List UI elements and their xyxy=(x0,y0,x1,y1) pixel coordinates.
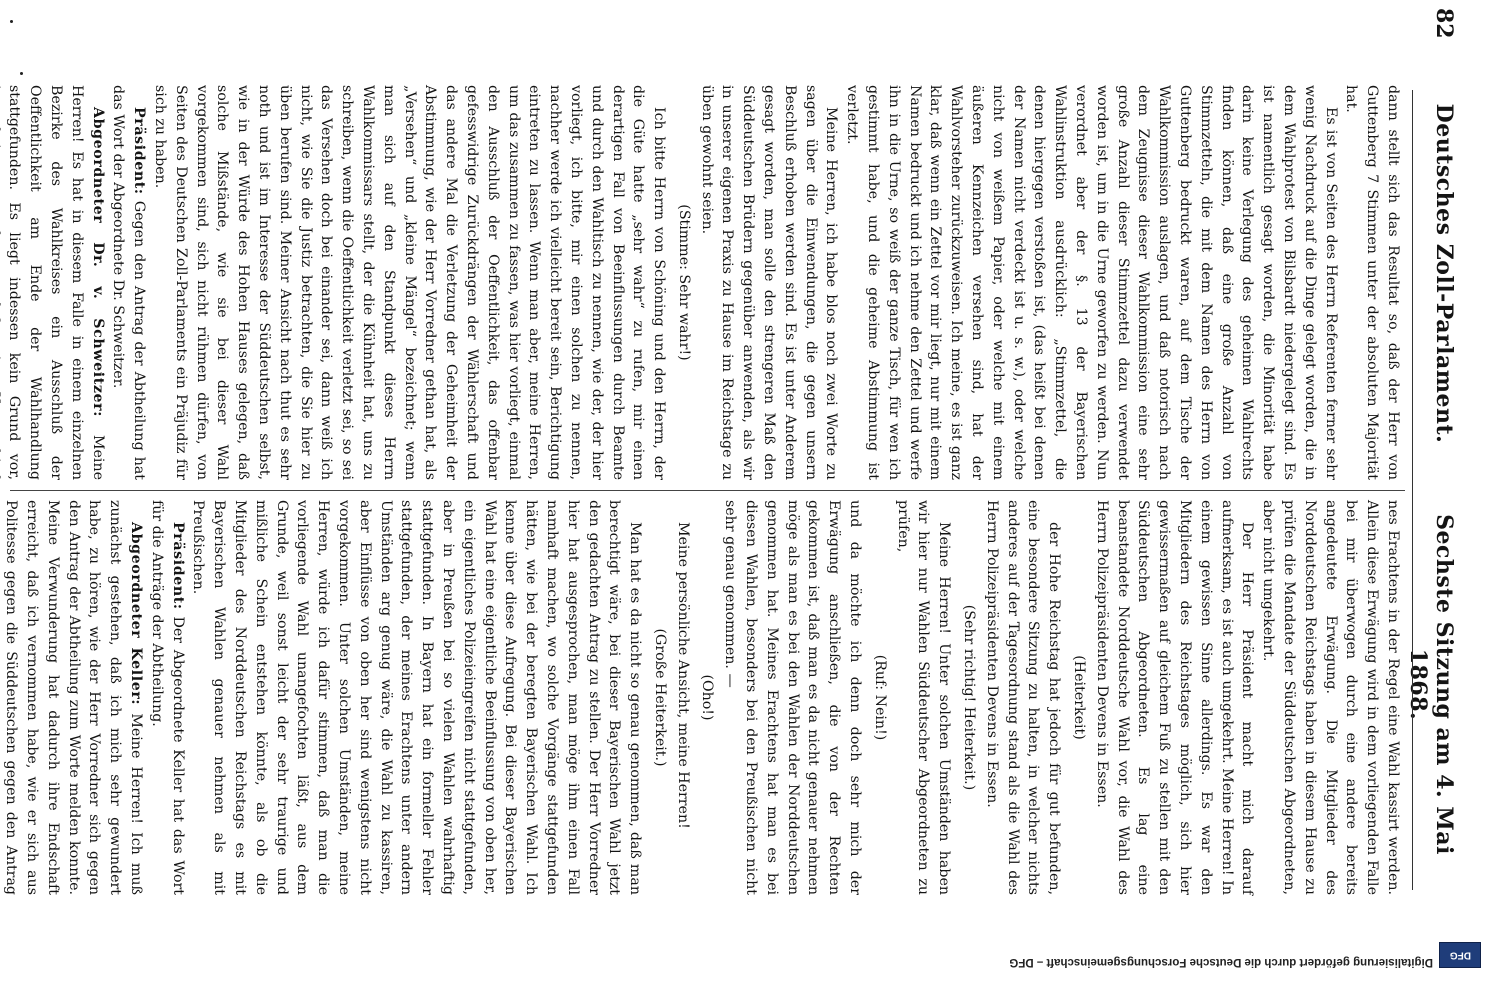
paragraph xyxy=(1257,500,1403,895)
interjection-text: (Stimme: Sehr wahr!) xyxy=(675,204,692,361)
scan-speck xyxy=(10,20,13,23)
paragraph xyxy=(720,500,866,895)
paragraph xyxy=(146,500,188,895)
speaker-name: Abgeordneter Dr. v. Schweitzer: xyxy=(89,107,106,418)
speaker-name: Präsident: xyxy=(131,107,148,195)
header-rule xyxy=(1412,90,1413,890)
paragraph-text: Meine Herren! Ich muß zunächst gestehen, daß ich mich sehr gewundert habe, zu hören, wie der Herr Vorredner sich gegen den Antrag der Abtheilung zum Worte melden konnte. Meine Verwunderung hat dadurch ihre Endschaft erreicht, daß ich vernommen habe, wie er sich aus Politesse gegen die Süddeutschen gegen den Antrag xyxy=(3,500,144,895)
paragraph xyxy=(108,85,150,480)
interjection xyxy=(697,500,718,895)
paragraph xyxy=(892,500,954,895)
column-divider xyxy=(10,490,1405,491)
paragraph xyxy=(981,500,1064,895)
scan-speck xyxy=(20,72,23,75)
paragraph-text: Meine persönliche Ansicht, meine Herren! xyxy=(674,522,691,829)
digitization-sidebar xyxy=(0,890,1493,1000)
paragraph-text: Meine Herren! Unter solchen Umständen haben wir hier nur Wahlen Süddeutscher Abgeordneten zu prüfen, xyxy=(894,500,953,895)
interjection-text: (Ruf: Nein!) xyxy=(871,654,888,741)
interjection xyxy=(673,85,694,480)
paragraph-text: Ich bitte Herrn von Schöning und den Herrn, der die Güte hatte „sehr wahr“ zu rufen, mir einen derartigen Fall von Beeinflussungen durch Beamte und durch den Wahltisch zu nennen, wie der, der hier vorliegt, ich bitte, mir einen solchen zu nennen, nachher werde ich vielleicht bereit sein, Berichtigung eintreten zu lassen. Wenn man aber, meine Herren, um das zusammen zu fassen, was hier vorliegt, einmal den Ausschluß der Oeffentlichkeit, das offenbar gefesswidrige Zurückdrängen der Wählerschaft und das andere Mal die Verletzung der Geheimheit der Abstimmung, wie der Herr Vorredner gethan hat, als „Versehen“ und „kleine Mängel“ bezeichnet; wenn man sich auf den Standpunkt dieses Herrn Wahlkommissars stellt, der die Kühnheit hat, uns zu schreiben, wenn die Oeffentlichkeit verletzt sei, so sei das Versehen doch bei einander sei, dann weiß ich nicht, wie Sie die Justiz betrachten, die Sie hier zu üben berufen sind. Meiner Ansicht nach thut es sehr noth und ist im Interesse der Süddeutschen selbst, wie in der Würde des Hohen Hauses gelegen, daß solche Mißstände, wie sie bei dieser Wahl vorgekommen sind, sich nicht rühmen dürfen, von Seiten des Deutschen Zoll-Parlaments ein Präjudiz für sich zu haben. xyxy=(151,85,668,480)
interjection xyxy=(1068,500,1089,895)
header-left-title: Deutsches Zoll-Parlament. xyxy=(1431,103,1457,444)
page-number: 82 xyxy=(1431,8,1457,39)
paragraph xyxy=(188,500,646,895)
paragraph-text: dann stellt sich das Resultat so, daß der Herr von Guttenberg 7 Stimmen unter der absoluten Majorität hat. xyxy=(1343,85,1401,480)
paragraph-text: nes Erachtens in der Regel eine Wahl kassirt werden. Allein diese Erwägung wird in dem vorliegenden Falle bei mir überwogen durch eine andere bereits angedeutete Erwägung. Die Mitglieder des Norddeutschen Reichstags haben in diesem Hause zu prüfen die Mandate der Süddeutschen Abgeordneten, aber nicht umgekehrt. xyxy=(1260,500,1401,895)
header-right-title: Sechste Sitzung am 4. Mai 1868. xyxy=(1405,514,1457,855)
interjection xyxy=(869,500,890,895)
paragraph xyxy=(696,85,842,480)
paragraph-text: und da möchte ich denn doch sehr mich der Erwägung anschließen, die von der Rechten gekommen ist, daß man es da nicht genauer nehmen möge als man es bei den Wahlen der Norddeutschen genommen hat. Meines Erachtens hat man es bei diesen Wahlen, besonders bei den Preußischen nicht sehr genau genommen. — xyxy=(722,500,864,895)
paragraph xyxy=(1341,85,1403,480)
text-column-right xyxy=(0,500,1403,895)
paragraph-text: der Hohe Reichstag hat jedoch für gut befunden, eine besondere Sitzung zu halten, in welcher nichts anderes auf der Tagesordnung stand als die Wahl des Herrn Polizeipräsidenten Devens in Essen. xyxy=(983,500,1063,895)
paragraph-text: Man hat es da nicht so genau genommen, daß man berechtigt wäre, bei dieser Bayerischen Wahl jetzt den gedachten Antrag zu stellen. Der Herr Vorredner hier hat ausgesprochen, man möge ihm einen Fall namhaft machen, wo solche Vorgänge stattgefunden hätten, wie bei der beregten Bayerischen Wahl. Ich kenne über diese Aufregung. Bei dieser Bayerischen Wahl hat eine eigentliche Beeinflussung von oben her, ein eigentliches Polizeieingreifen nicht stattgefunden, aber in Preußen bei so vielen Wahlen wahrhaftig stattgefunden. In Bayern hat ein formeller Fehler stattgefunden, der meines Erachtens unter andern Umständen arg genug wäre, die Wahl zu kassiren, aber Einflüsse von oben her sind wenigstens nicht vorgekommen. Unter solchen Umständen, meine Herren, würde ich dafür stimmen, daß man die vorliegende Wahl unangefochten läßt, aus dem Grunde, weil sonst leicht der sehr traurige und mißliche Schein entstehen könnte, als ob die Mitglieder des Norddeutschen Reichstags es mit Bayerischen Wahlen genauer nehmen als mit Preußischen. xyxy=(190,500,644,895)
interjection xyxy=(649,500,670,895)
paragraph xyxy=(1091,500,1257,895)
dfg-logo-icon: DFG xyxy=(1439,942,1481,968)
paragraph xyxy=(149,85,669,480)
paragraph xyxy=(0,500,146,895)
paragraph-text: Der Abgeordnete Keller hat das Wort für die Anträge der Abtheilung. xyxy=(148,500,186,895)
interjection-text: (Sehr richtig! Heiterkeit.) xyxy=(961,604,978,791)
paragraph-text: Es ist von Seiten des Herrn Referenten ferner sehr wenig Nachdruck auf die Dinge gelegt worden, die in dem Wahlprotest von Bilsbardt niedergelegt sind. Es ist namentlich gesagt worden, die Minorität habe darin keine Verlegung des geheimen Wahlrechts finden können, daß eine große Anzahl von Stimmzetteln, die mit dem Namen des Herrn von Guttenberg bedruckt waren, auf dem Tische der Wahlkommission auslagen, und daß notorisch nach dem Zeugnisse dieser Wahlkommission eine sehr große Anzahl dieser Stimmzettel dazu verwendet worden ist, um in die Urne geworfen zu werden. Nun verordnet aber der §. 13 der Bayerischen Wahlinstruktion ausdrücklich: „Stimmzettel, die denen hiergegen verstoßen ist, (das heißt bei denen der Namen nicht verdeckt ist u. s. w.), oder welche nicht von weißem Papier, oder welche mit einem äußeren Kennzeichen versehen sind, hat der Wahlvorsteher zurückzuweisen. Ich meine, es ist ganz klar, daß wenn ein Zettel vor mir liegt, nur mit einem Namen bedruckt und ich nehme den Zettel und werfe ihn in die Urne, so weiß der ganze Tisch, für wen ich gestimmt habe, und die geheime Abstimmung ist verletzt. xyxy=(844,85,1339,480)
interjection-text: (Oho!) xyxy=(699,674,716,721)
paragraph xyxy=(841,85,1340,480)
speaker-name: Abgeordneter Keller: xyxy=(127,522,144,706)
digitization-note: Digitalisierung gefördert durch die Deutsche Forschungsgemeinschaft – DFG xyxy=(1009,956,1433,968)
paragraph-text: Der Herr Präsident macht mich darauf aufmerksam, es ist auch umgekehrt. Meine Herren! In einem gewissen Sinne allerdings. Es war den Mitgliedern des Reichstages möglich, sich hier gewissermaßen auf gleichem Fuß zu stellen mit den Süddeutschen Abgeordneten. Es lag eine beanstandete Norddeutsche Wahl vor, die Wahl des Herrn Polizeipräsidenten Devens in Essen. xyxy=(1093,500,1256,895)
paragraph xyxy=(672,500,693,895)
paragraph-text: Meine Herren! Es hat in diesem Falle in einem einzelnen Bezirke des Wahlkreises ein Ausschluß der Oeffentlichkeit am Ende der Wahlhandlung stattgefunden. Es liegt indessen kein Grund vor, xyxy=(6,85,106,480)
paragraph xyxy=(0,85,108,480)
interjection xyxy=(958,500,979,895)
paragraph-text: Meine Herren, ich habe blos noch zwei Worte zu sagen über die Einwendungen, die gegen unsern Beschluß erhoben werden sind. Es ist unter Anderem gesagt worden, man solle den strengeren Maß den Süddeutschen Brüdern gegenüber anwenden, als wir in unserer eigenen Praxis zu Hause im Reichstage zu üben gewohnt seien. xyxy=(698,85,840,480)
interjection-text: (Große Heiterkeit.) xyxy=(651,628,668,767)
text-column-left xyxy=(0,85,1403,480)
paragraph-text: Gegen den Antrag der Abtheilung hat das Wort der Abgeordnete Dr. Schweitzer. xyxy=(110,85,148,481)
interjection-text: (Heiterkeit) xyxy=(1071,655,1088,740)
speaker-name: Präsident: xyxy=(169,522,186,610)
page-header xyxy=(1405,8,1457,890)
